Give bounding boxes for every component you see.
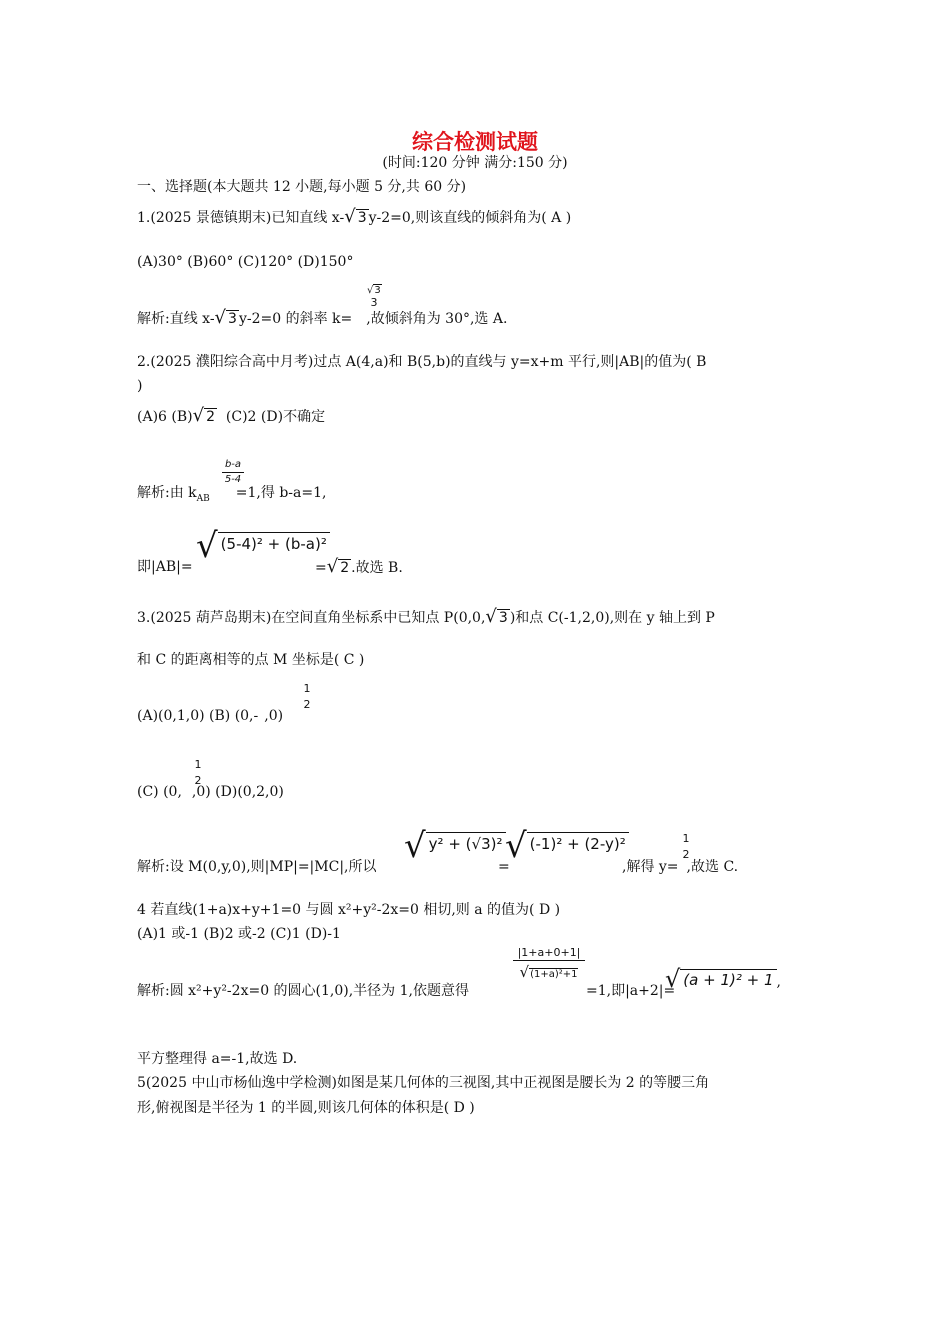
section-heading: 一、选择题(本大题共 12 小题,每小题 5 分,共 60 分): [137, 179, 467, 195]
q2-opt-b: (C)2 (D)不确定: [225, 409, 326, 425]
denominator: 2: [194, 774, 202, 787]
q5-stem-1: 5(2025 中山市杨仙逸中学检测)如图是某几何体的三视图,其中正视图是腰长为 2 的等腰三角: [137, 1075, 710, 1091]
radicand: 3: [228, 311, 237, 327]
q2-opt-a: (A)6 (B): [137, 409, 193, 425]
radicand: (a + 1)² + 1: [680, 969, 776, 990]
radicand: 2: [340, 560, 350, 576]
q1-stem-b: y-2=0,则该直线的倾斜角为( A ): [368, 210, 572, 226]
q2-conclusion: .故选 B.: [351, 560, 403, 576]
radicand: (5-4)² + (b-a)²: [218, 532, 330, 555]
sqrt3-radical: [215, 309, 239, 328]
radicand: y² + (√3)²: [426, 832, 506, 855]
radical-sign: √: [214, 307, 227, 328]
radical-sign: √: [505, 826, 527, 866]
radicand: 3: [374, 285, 381, 296]
q3-stem-2: 和 C 的距离相等的点 M 坐标是( C ): [137, 652, 365, 668]
radicand: (-1)² + (2-y)²: [527, 832, 629, 855]
q4-solution-b: =1,即|a+2|=: [586, 983, 676, 999]
q3-half-fraction-sol: [680, 833, 692, 861]
radicand: (1+a)²+1: [530, 969, 578, 980]
q3-half-fraction-b: [301, 683, 313, 711]
sqrt3-radical: [344, 208, 368, 227]
q1-sol-a: 解析:直线 x-: [137, 311, 215, 327]
q4-stem: 4 若直线(1+a)x+y+1=0 与圆 x²+y²-2x=0 相切,则 a 的值为( D ): [137, 902, 561, 918]
q1-solution: [137, 309, 507, 328]
q4-options: (A)1 或-1 (B)2 或-2 (C)1 (D)-1: [137, 926, 341, 942]
denominator: [513, 963, 585, 981]
q1-stem: [137, 208, 571, 227]
q4-distance-fraction: [513, 946, 585, 981]
radical-sign: √: [344, 206, 356, 227]
q4-solution-2: 平方整理得 a=-1,故选 D.: [137, 1051, 298, 1067]
denominator: 3: [370, 296, 378, 309]
q5-stem-2: 形,俯视图是半径为 1 的半圆,则该几何体的体积是( D ): [137, 1100, 475, 1116]
denominator: 2: [682, 848, 690, 861]
q1-sol-b: y-2=0 的斜率 k=: [238, 311, 353, 327]
equals: =: [315, 560, 327, 576]
numerator: 1: [303, 682, 311, 695]
numerator: 1: [194, 758, 202, 771]
radicand: 3: [498, 610, 508, 626]
q3-half-fraction-c: [192, 759, 204, 787]
denominator: 2: [303, 698, 311, 711]
numerator: |1+a+0+1|: [513, 946, 585, 961]
q3-solution-a: 解析:设 M(0,y,0),则|MP|=|MC|,所以: [137, 859, 377, 875]
radical-sign: √: [404, 826, 426, 866]
q2-sol1-a: 解析:由 k: [137, 485, 197, 501]
radical-sign: √: [485, 606, 497, 627]
page-title: 综合检测试题: [412, 130, 538, 154]
q3-optab-b: ,0): [264, 708, 284, 724]
sqrt2-radical: [327, 558, 351, 577]
q3-options-ab: [137, 707, 283, 725]
q3-optab-a: (A)(0,1,0) (B) (0,-: [137, 708, 259, 724]
radical-sign: √: [367, 285, 374, 296]
q3-options-cd: [137, 783, 284, 801]
radicand: 3: [357, 210, 367, 226]
q3-mp-radical: [404, 826, 506, 866]
q3-equals: =: [498, 859, 510, 875]
denominator: 5-4: [224, 474, 242, 485]
q2-sol2-a: 即|AB|=: [137, 559, 193, 575]
exam-info: (时间:120 分钟 满分:150 分): [382, 155, 568, 171]
radical-sign: √: [196, 526, 218, 566]
radical-sign: √: [519, 963, 530, 981]
q2-stem: 2.(2025 濮阳综合高中月考)过点 A(4,a)和 B(5,b)的直线与 y=x+m 平行,则|AB|的值为( B: [137, 354, 707, 370]
q1-slope-fraction: [367, 284, 381, 309]
q2-solution-2: [137, 558, 193, 576]
radicand: 2: [206, 409, 216, 425]
q2-distance-radical: [196, 526, 330, 566]
radical-sign: √: [665, 965, 681, 993]
sqrt3-radical: [485, 608, 509, 627]
q2-solution-2-end: [315, 558, 403, 577]
q3-optcd-a: (C) (0,: [137, 784, 182, 800]
q2-options: [137, 407, 325, 426]
q1-sol-c: ,故倾斜角为 30°,选 A.: [366, 311, 508, 327]
q4-radical: [665, 965, 781, 995]
q4-solution-a: 解析:圆 x²+y²-2x=0 的圆心(1,0),半径为 1,依题意得: [137, 983, 469, 999]
q3-stem-b: )和点 C(-1,2,0),则在 y 轴上到 P: [509, 610, 715, 626]
q3-sol-b: ,解得 y=: [622, 859, 679, 875]
q2-solution-1: [137, 484, 326, 508]
q1-options: (A)30° (B)60° (C)120° (D)150°: [137, 254, 354, 270]
numerator: b-a: [224, 459, 242, 470]
comma: ,: [776, 974, 781, 990]
q2-sol1-sub: AB: [196, 493, 210, 504]
radical-sign: √: [192, 405, 205, 426]
q3-stem-a: 3.(2025 葫芦岛期末)在空间直角坐标系中已知点 P(0,0,: [137, 610, 486, 626]
sqrt2-radical: [193, 407, 217, 426]
q3-optcd-b: ,0) (D)(0,2,0): [191, 784, 284, 800]
q2-sol1-b: =1,得 b-a=1,: [235, 485, 327, 501]
q2-slope-fraction: [222, 459, 244, 486]
numerator: 1: [682, 832, 690, 845]
q2-stem-end: ): [137, 378, 143, 394]
q3-mc-radical: [505, 826, 629, 866]
q3-sol-c: ,故选 C.: [686, 859, 739, 875]
q1-stem-a: 1.(2025 景德镇期末)已知直线 x-: [137, 210, 345, 226]
q3-stem: [137, 608, 715, 627]
radical-sign: √: [326, 556, 339, 577]
